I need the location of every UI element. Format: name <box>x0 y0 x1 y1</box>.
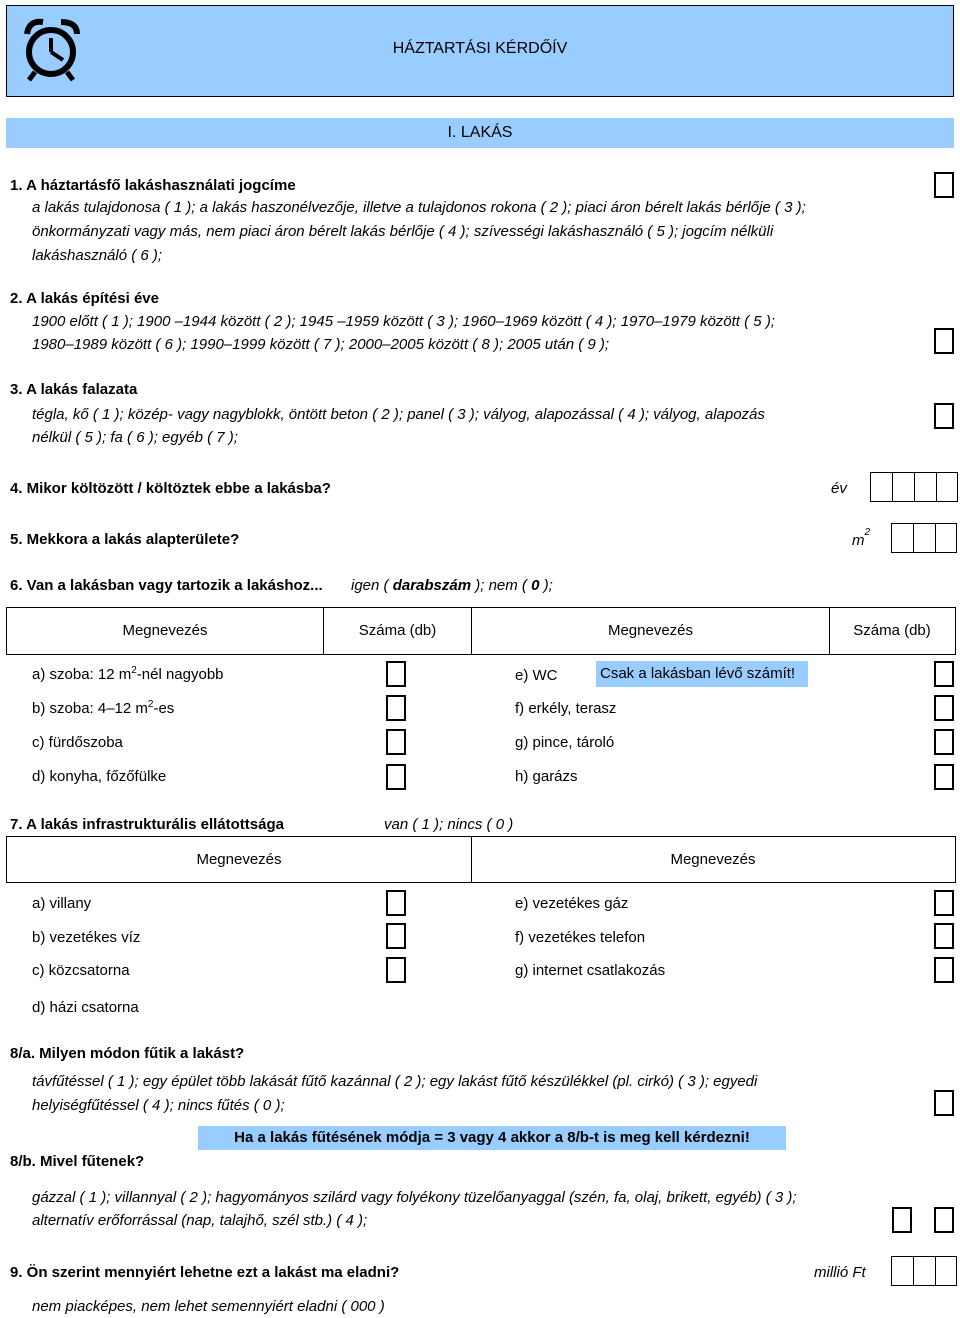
q3-line-1: tégla, kő ( 1 ); közép- vagy nagyblokk, öntött beton ( 2 ); panel ( 3 ); vályog, alapozással ( 4 ); vályog, alapozás <box>32 406 765 423</box>
q8b-answer-box-1[interactable] <box>892 1207 912 1233</box>
q7-item-d: d) házi csatorna <box>32 999 139 1016</box>
q2-title: 2. A lakás építési éve <box>10 290 159 307</box>
q9-note: nem piacképes, nem lehet semennyiért eladni ( 000 ) <box>32 1298 385 1315</box>
q1-title: 1. A háztartásfő lakáshasználati jogcíme <box>10 177 296 194</box>
q6-item-e: e) WC <box>515 667 558 684</box>
q6-item-f: f) erkély, terasz <box>515 700 617 717</box>
q6-item-c: c) fürdőszoba <box>32 734 123 751</box>
q6-item-d: d) konyha, főzőfülke <box>32 768 167 785</box>
header-cell: Megnevezés <box>472 608 830 654</box>
digit-cell[interactable] <box>936 1257 956 1285</box>
q8b-answer-box-2[interactable] <box>934 1207 954 1233</box>
q7-box-a[interactable] <box>386 890 406 916</box>
q7-box-b[interactable] <box>386 923 406 949</box>
q7-item-c: c) közcsatorna <box>32 962 130 979</box>
q6-count-box-c[interactable] <box>386 729 406 755</box>
q6-title: 6. Van a lakásban vagy tartozik a lakáshoz... <box>10 577 323 594</box>
digit-cell[interactable] <box>936 524 956 552</box>
q7-answer: van ( 1 ); nincs ( 0 ) <box>384 816 514 833</box>
q9-title: 9. Ön szerint mennyiért lehetne ezt a lakást ma eladni? <box>10 1264 400 1281</box>
q1-line-1: a lakás tulajdonosa ( 1 ); a lakás haszonélvezője, illetve a tulajdonos rokona ( 2 ); piaci áron bérelt lakás bérlője ( 3 ); <box>32 199 806 216</box>
q3-answer-box[interactable] <box>934 403 954 429</box>
digit-cell[interactable] <box>892 524 914 552</box>
q7-item-e: e) vezetékes gáz <box>515 895 629 912</box>
q6-count-box-f[interactable] <box>934 695 954 721</box>
q6-count-box-a[interactable] <box>386 661 406 687</box>
q6-count-box-g[interactable] <box>934 729 954 755</box>
q1-line-2: önkormányzati vagy más, nem piaci áron bérelt lakás bérlője ( 4 ); szívességi lakáshasználó ( 5 ); jogcím nélküli <box>32 223 774 240</box>
q6-count-box-e[interactable] <box>934 661 954 687</box>
q6-table-header <box>6 607 956 655</box>
q4-title: 4. Mikor költözött / költöztek ebbe a lakásba? <box>10 480 331 497</box>
q4-year-input[interactable] <box>870 472 958 502</box>
digit-cell[interactable] <box>914 1257 936 1285</box>
form-header <box>6 5 954 97</box>
q7-item-b: b) vezetékes víz <box>32 929 141 946</box>
q7-box-f[interactable] <box>934 923 954 949</box>
digit-cell[interactable] <box>914 524 936 552</box>
q8b-title: 8/b. Mivel fűtenek? <box>10 1153 145 1170</box>
q6-count-box-h[interactable] <box>934 764 954 790</box>
q7-item-a: a) villany <box>32 895 92 912</box>
q4-unit: év <box>831 480 847 497</box>
digit-cell[interactable] <box>892 1257 914 1285</box>
section-bar <box>6 118 954 148</box>
section-title: I. LAKÁS <box>447 124 513 141</box>
q7-title: 7. A lakás infrastrukturális ellátottsága <box>10 816 284 833</box>
digit-cell[interactable] <box>871 473 893 501</box>
q9-unit: millió Ft <box>814 1264 866 1281</box>
q7-table-header <box>6 836 956 883</box>
q6-count-box-d[interactable] <box>386 764 406 790</box>
q6-note: Csak a lakásban lévő számít! <box>596 661 808 687</box>
header-cell: Megnevezés <box>7 837 472 882</box>
q6-item-g: g) pince, tároló <box>515 734 615 751</box>
q6-item-b: b) szoba: 4–12 $m^2-es$ <box>32 699 175 717</box>
q9-price-input[interactable] <box>891 1256 957 1286</box>
q7-box-c[interactable] <box>386 957 406 983</box>
header-cell: Megnevezés <box>670 851 756 868</box>
q6-item-h: h) garázs <box>515 768 578 785</box>
q1-answer-box[interactable] <box>934 172 954 198</box>
q5-area-input[interactable] <box>891 523 957 553</box>
header-cell: Száma (db) <box>324 608 472 654</box>
q1-line-3: lakáshasználó ( 6 ); <box>32 247 163 264</box>
q7-box-e[interactable] <box>934 890 954 916</box>
q8b-line-2: alternatív erőforrással (nap, talajhő, szél stb.) ( 4 ); <box>32 1212 368 1229</box>
header-cell: Megnevezés <box>7 608 324 654</box>
digit-cell[interactable] <box>893 473 915 501</box>
q7-item-g: g) internet csatlakozás <box>515 962 666 979</box>
q8a-title: 8/a. Milyen módon fűtik a lakást? <box>10 1045 245 1062</box>
q3-title: 3. A lakás falazata <box>10 381 138 398</box>
q8b-line-1: gázzal ( 1 ); villannyal ( 2 ); hagyományos szilárd vagy folyékony tüzelőanyaggal (szén, fa, olaj, brikett, egyéb) ( 3 ); <box>32 1189 797 1206</box>
q8a-answer-box[interactable] <box>934 1090 954 1116</box>
q6-item-a: a) szoba: 12 $m^2$-nél nagyobb <box>32 665 224 683</box>
q6-count-box-b[interactable] <box>386 695 406 721</box>
q5-unit: $m^2$ <box>852 527 871 549</box>
q3-line-2: nélkül ( 5 ); fa ( 6 ); egyéb ( 7 ); <box>32 429 238 446</box>
digit-cell[interactable] <box>937 473 957 501</box>
form-title: HÁZTARTÁSI KÉRDŐÍV <box>392 40 568 57</box>
q2-line-2: 1980–1989 között ( 6 ); 1990–1999 között ( 7 ); 2000–2005 között ( 8 ); 2005 után ( 9 ); <box>32 336 610 353</box>
header-cell: Száma (db) <box>853 622 931 639</box>
q6-answer: igen ( darabszám ); nem ( 0 ); <box>351 577 553 594</box>
q2-answer-box[interactable] <box>934 328 954 354</box>
q8a-line-2: helyiségfűtéssel ( 4 ); nincs fűtés ( 0 ); <box>32 1097 285 1114</box>
q2-line-1: 1900 előtt ( 1 ); 1900 –1944 között ( 2 ); 1945 –1959 között ( 3 ); 1960–1969 között ( 4 ); 1970–1979 között ( 5 ); <box>32 313 775 330</box>
q7-box-g[interactable] <box>934 957 954 983</box>
q7-item-f: f) vezetékes telefon <box>515 929 646 946</box>
digit-cell[interactable] <box>915 473 937 501</box>
q8a-line-1: távfűtéssel ( 1 ); egy épület több lakását fűtő kazánnal ( 2 ); egy lakást fűtő készülékkel (pl. cirkó) ( 3 ); egyedi <box>32 1073 758 1090</box>
q8a-note: Ha a lakás fűtésének módja = 3 vagy 4 akkor a 8/b-t is meg kell kérdezni! <box>198 1126 786 1150</box>
q5-title: 5. Mekkora a lakás alapterülete? <box>10 531 240 548</box>
